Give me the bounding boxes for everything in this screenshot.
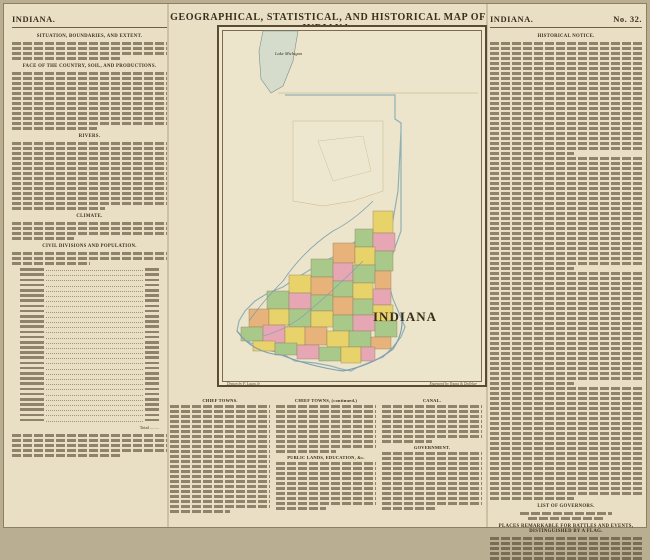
bottom-text-columns	[170, 396, 486, 522]
county	[269, 309, 289, 325]
county	[349, 331, 371, 347]
county	[327, 331, 349, 347]
left-state-name: INDIANA.	[12, 14, 56, 24]
county	[375, 271, 391, 289]
county	[355, 229, 373, 247]
county	[355, 247, 375, 265]
section-heading: CHIEF TOWNS.	[202, 398, 238, 403]
census-total: Total ........	[139, 424, 159, 430]
county	[333, 315, 353, 331]
county	[275, 343, 297, 355]
county	[249, 309, 269, 327]
map-sheet	[3, 3, 647, 534]
lake-label: Lake Michigan	[275, 51, 303, 56]
section-heading: CANAL.	[422, 398, 442, 403]
census-table	[20, 267, 159, 423]
county	[333, 263, 353, 281]
county	[297, 345, 319, 359]
bottom-col-2	[276, 396, 376, 522]
county	[341, 347, 361, 363]
text-block	[12, 72, 167, 130]
right-text-column	[490, 14, 642, 534]
counties	[241, 211, 397, 363]
county	[285, 327, 305, 345]
section-heading: CLIMATE.	[76, 214, 103, 219]
text-block	[490, 512, 642, 520]
text-block	[490, 42, 642, 500]
imprint-left: Drawn by F. Lucas Jr.	[227, 382, 261, 386]
indian-territory	[293, 121, 383, 206]
bottom-col-3	[382, 396, 482, 522]
left-text-column	[12, 14, 167, 517]
county	[373, 289, 391, 305]
lake-michigan	[259, 31, 298, 93]
county	[311, 277, 333, 295]
county	[311, 295, 333, 311]
county	[333, 281, 353, 297]
section-heading: CHIEF TOWNS, (continued.)	[294, 398, 358, 403]
map-svg	[223, 31, 485, 385]
county	[263, 325, 285, 343]
county	[361, 347, 375, 361]
text-block	[12, 222, 167, 240]
county	[353, 283, 373, 299]
bottom-col-1	[170, 396, 270, 522]
text-block	[490, 537, 642, 560]
county	[319, 347, 341, 361]
county	[305, 327, 327, 345]
state-label: INDIANA	[373, 309, 438, 324]
county	[353, 299, 373, 315]
map-title: GEOGRAPHICAL, STATISTICAL, AND HISTORICAL MAP OF	[170, 12, 486, 23]
indiana-map	[217, 25, 487, 387]
section-heading: GOVERNMENT.	[413, 445, 451, 450]
text-block	[12, 252, 167, 265]
census-row	[20, 417, 159, 422]
section-heading: SITUATION, BOUNDARIES, AND EXTENT.	[36, 34, 143, 39]
text-block	[12, 142, 167, 210]
right-state-name: INDIANA.	[490, 14, 534, 24]
section-heading: PUBLIC LANDS, EDUCATION, &c.	[287, 455, 365, 460]
county	[267, 291, 289, 309]
right-header	[490, 14, 642, 28]
text-block	[12, 434, 167, 457]
text-block	[12, 42, 167, 60]
county	[333, 297, 353, 315]
plate-number: No. 32.	[613, 14, 642, 24]
section-heading: PLACES REMARKABLE FOR BATTLES AND EVENTS, DISTINGUISHED BY A FLAG.	[498, 524, 634, 534]
county	[373, 211, 393, 233]
county	[353, 315, 375, 331]
county	[253, 341, 275, 351]
county	[311, 259, 333, 277]
fold-line	[167, 4, 169, 527]
county	[289, 293, 311, 309]
county	[289, 275, 311, 293]
section-heading: HISTORICAL NOTICE.	[537, 34, 595, 39]
county	[373, 233, 395, 251]
county	[333, 243, 355, 263]
map-neatline	[222, 30, 482, 382]
section-heading: LIST OF GOVERNORS.	[537, 504, 595, 509]
section-heading: RIVERS.	[78, 134, 101, 139]
county	[311, 311, 333, 327]
section-heading: CIVIL DIVISIONS AND POPULATION.	[42, 244, 137, 249]
section-heading: FACE OF THE COUNTRY, SOIL, AND PRODUCTIONS.	[22, 64, 157, 69]
imprint-right: Engraved by Young & Delleker	[429, 382, 477, 386]
left-header	[12, 14, 167, 28]
county	[375, 251, 393, 271]
